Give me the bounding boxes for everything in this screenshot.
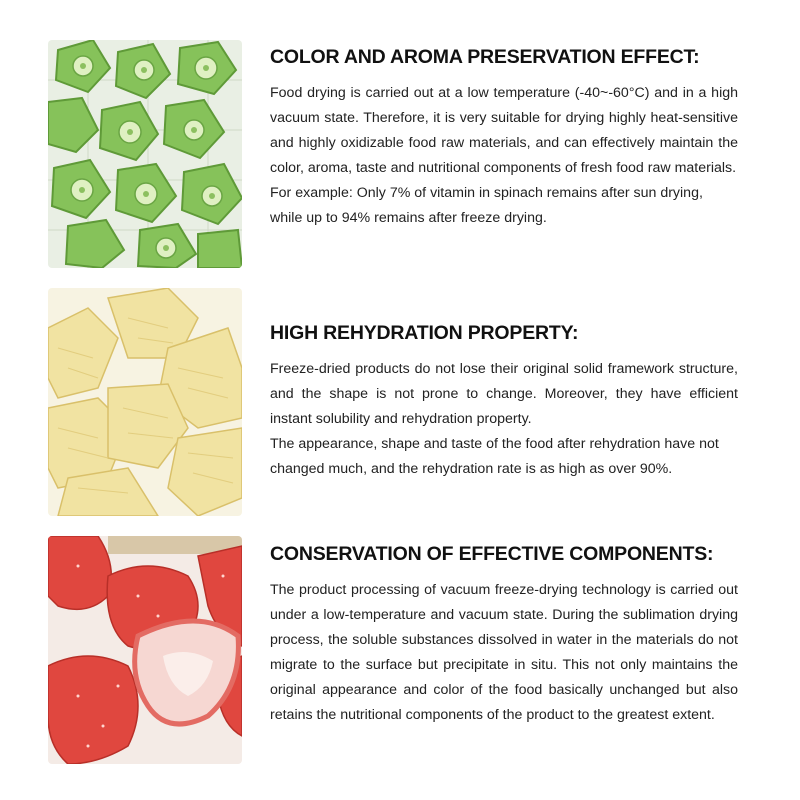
section-paragraph: The appearance, shape and taste of the food after rehydration have not changed much, and the rehydration rate is as high as over 90%. [270,436,719,477]
section-paragraph: For example: Only 7% of vitamin in spinach remains after sun drying, while up to 94% remains after freeze drying. [270,185,703,226]
section-text [270,322,738,482]
section-heading: COLOR AND AROMA PRESERVATION EFFECT: [270,46,700,68]
section-paragraph: The product processing of vacuum freeze-drying technology is carried out under a low-temperature and vacuum state. During the sublimation drying process, the soluble substances dissolved in water in the materials do not migrate to the surface but precipitate in situ. This not only maintains the original appearance and color of the food basically unchanged but also retains the nutritional components of the product to the greatest extent. [270,582,738,723]
freeze-dried-okra-photo [48,40,242,268]
freeze-dried-pineapple-photo [48,288,242,516]
section-heading: CONSERVATION OF EFFECTIVE COMPONENTS: [270,543,714,565]
section-heading: HIGH REHYDRATION PROPERTY: [270,322,579,344]
section-paragraph: Food drying is carried out at a low temperature (-40~-60°C) and in a high vacuum state. Therefore, it is very suitable for drying highly heat-sensitive and highly oxidizable food raw materials, and can effectively maintain the color, aroma, taste and nutritional components of fresh food raw materials. [270,85,738,176]
section-text [270,46,738,231]
section-paragraph: Freeze-dried products do not lose their original solid framework structure, and the shape is not prone to change. Moreover, they have efficient instant solubility and rehydration property. [270,361,738,427]
freeze-dried-strawberry-photo [48,536,242,764]
section-text [270,543,738,728]
